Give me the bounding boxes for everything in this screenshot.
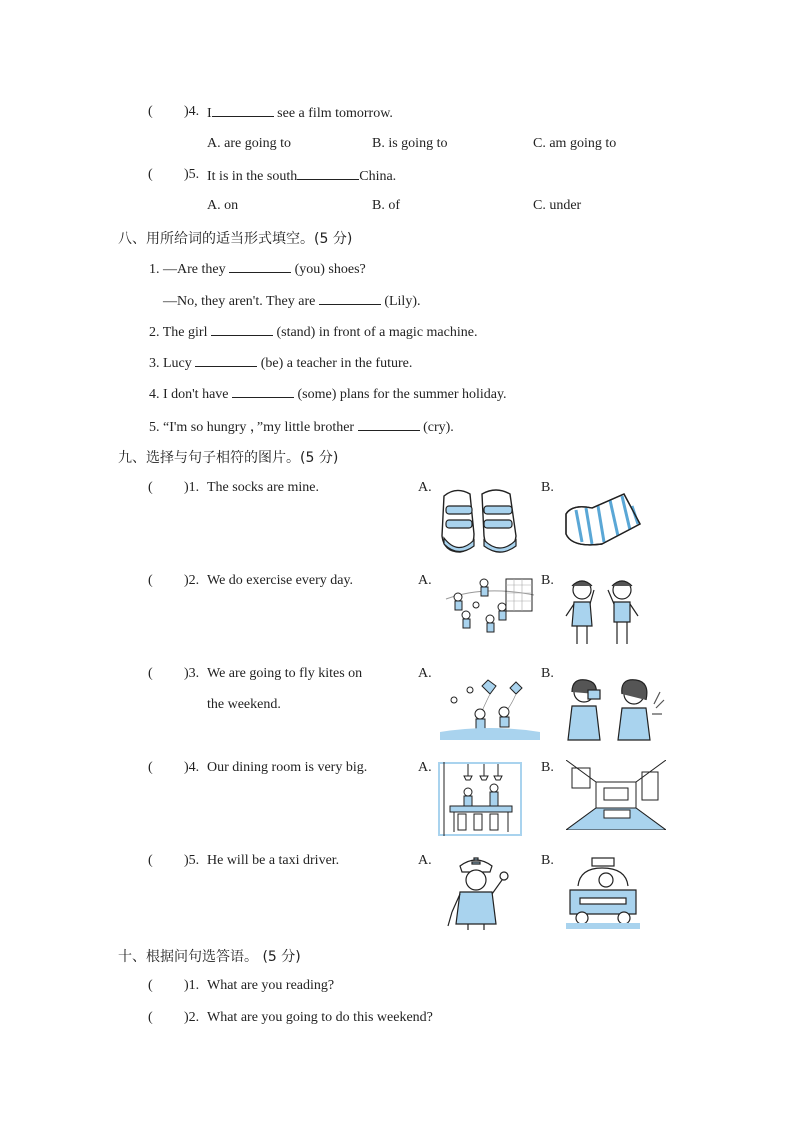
q10-2-number: )2. (184, 1010, 200, 1025)
q8-2-blank[interactable] (211, 323, 273, 336)
q7-4-number: )4. (184, 104, 200, 119)
q9-3-text: We are going to fly kites on (207, 666, 363, 681)
q9-4-text: Our dining room is very big. (207, 760, 368, 775)
q9-4-open-paren: ( (148, 760, 153, 775)
q7-5-option-b: B. of (372, 198, 400, 213)
q8-3: 3. Lucy (be) a teacher in the future. (149, 356, 413, 371)
q7-4-option-b: B. is going to (372, 136, 448, 151)
q9-5-open-paren: ( (148, 853, 153, 868)
section-9-title: 九、选择与句子相符的图片。(5 分) (118, 450, 339, 466)
q7-5-number: )5. (184, 167, 200, 182)
q8-4: 4. I don't have (some) plans for the summer holiday. (149, 387, 507, 402)
q9-1-text: The socks are mine. (207, 480, 319, 495)
q7-5-sentence (207, 167, 396, 185)
children-exercising-image[interactable] (564, 576, 644, 648)
q9-3-number: )3. (184, 666, 200, 681)
q9-2-open-paren: ( (148, 573, 153, 588)
q8-1-blank[interactable] (229, 260, 291, 273)
section-10-title: 十、根据问句选答语。 (5 分) (118, 949, 301, 965)
q7-5-blank[interactable] (297, 167, 359, 180)
q9-2-text: We do exercise every day. (207, 573, 354, 588)
q7-4-open-paren: ( (148, 104, 153, 119)
flying-kites-image[interactable] (440, 676, 540, 740)
q8-1-answer: —No, they aren't. They are (Lily). (163, 294, 421, 309)
q9-5-label-a: A. (418, 853, 432, 868)
socks-image[interactable] (562, 484, 646, 550)
q9-3-text-line2: the weekend. (207, 697, 281, 712)
q7-4-before: I (207, 106, 212, 121)
q9-1-number: )1. (184, 480, 200, 495)
q9-4-label-a: A. (418, 760, 432, 775)
children-playing-football-image[interactable] (444, 575, 536, 641)
q9-3-open-paren: ( (148, 666, 153, 681)
q9-1-label-a: A. (418, 480, 432, 495)
q9-2-number: )2. (184, 573, 200, 588)
q7-5-option-a: A. on (207, 198, 239, 213)
section-8-title: 八、用所给词的适当形式填空。(5 分) (118, 231, 353, 247)
q7-5-open-paren: ( (148, 167, 153, 182)
q7-4-option-c: C. am going to (533, 136, 617, 151)
big-dining-room-image[interactable] (566, 760, 666, 830)
q8-3-blank[interactable] (195, 354, 257, 367)
q10-2-open-paren: ( (148, 1010, 153, 1025)
q10-1-number: )1. (184, 978, 200, 993)
children-taking-photos-image[interactable] (566, 678, 668, 742)
q10-1-text: What are you reading? (207, 978, 335, 993)
q9-3-label-a: A. (418, 666, 432, 681)
q9-4-number: )4. (184, 760, 200, 775)
q9-3-label-b: B. (541, 666, 554, 681)
q10-2-text: What are you going to do this weekend? (207, 1010, 433, 1025)
small-dining-room-image[interactable] (438, 762, 522, 836)
q8-4-blank[interactable] (232, 385, 294, 398)
q8-5: 5. “I'm so hungry ，”my little brother (cry). (149, 420, 454, 435)
q9-2-label-a: A. (418, 573, 432, 588)
q9-5-number: )5. (184, 853, 200, 868)
q10-1-open-paren: ( (148, 978, 153, 993)
q9-5-label-b: B. (541, 853, 554, 868)
q7-5-option-c: C. under (533, 198, 582, 213)
q7-4-sentence (207, 104, 393, 122)
q8-2: 2. The girl (stand) in front of a magic machine. (149, 325, 478, 340)
doctor-image[interactable] (446, 854, 512, 932)
taxi-driver-image[interactable] (566, 856, 640, 930)
q9-1-open-paren: ( (148, 480, 153, 495)
q7-4-blank[interactable] (212, 104, 274, 117)
q9-2-label-b: B. (541, 573, 554, 588)
q7-4-after: see a film tomorrow. (277, 106, 393, 121)
q8-1: 1. —Are they (you) shoes? (149, 262, 366, 277)
q7-4-option-a: A. are going to (207, 136, 291, 151)
q7-5-after: China. (359, 169, 397, 184)
q8-1b-blank[interactable] (319, 292, 381, 305)
q9-1-label-b: B. (541, 480, 554, 495)
sandals-image[interactable] (436, 484, 522, 556)
q9-4-label-b: B. (541, 760, 554, 775)
q7-5-before: It is in the south (207, 169, 298, 184)
q9-5-text: He will be a taxi driver. (207, 853, 340, 868)
q8-5-blank[interactable] (358, 418, 420, 431)
